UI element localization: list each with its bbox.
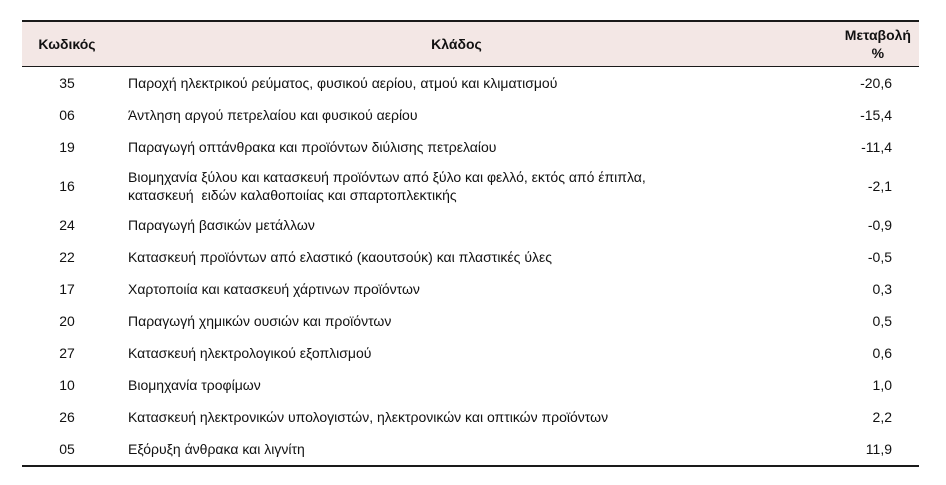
table-row <box>22 337 919 369</box>
row-sector: Παροχή ηλεκτρικού ρεύματος, φυσικού αερίου, ατμού και κλιματισμού <box>128 75 558 91</box>
table-row <box>22 369 919 401</box>
row-change: -15,4 <box>860 107 892 123</box>
table-row <box>22 163 919 209</box>
row-sector: Παραγωγή βασικών μετάλλων <box>128 217 315 233</box>
row-code: 16 <box>59 178 75 194</box>
table-body <box>22 67 919 467</box>
row-sector: Βιομηχανία τροφίμων <box>128 377 261 393</box>
header-sector: Κλάδος <box>112 21 801 67</box>
row-change: -2,1 <box>867 178 892 194</box>
row-code: 27 <box>59 345 75 361</box>
row-change: 1,0 <box>872 377 892 393</box>
row-code: 19 <box>59 139 75 155</box>
row-code: 26 <box>59 409 75 425</box>
table-row <box>22 99 919 131</box>
table-row <box>22 433 919 466</box>
table-row <box>22 67 919 100</box>
header-change <box>801 21 919 67</box>
row-sector-line2: κατασκευή ειδών καλαθοποιίας και σπαρτοπλεκτικής <box>128 187 457 203</box>
table-row <box>22 305 919 337</box>
header-change-line1: Μεταβολή <box>844 27 911 43</box>
row-change: -0,9 <box>867 217 892 233</box>
table-row <box>22 131 919 163</box>
row-code: 17 <box>59 281 75 297</box>
sector-change-table <box>22 20 919 467</box>
table-row <box>22 273 919 305</box>
row-code: 24 <box>59 217 75 233</box>
row-code: 22 <box>59 249 75 265</box>
row-sector: Κατασκευή ηλεκτρολογικού εξοπλισμού <box>128 345 372 361</box>
row-change: 0,6 <box>872 345 892 361</box>
row-change: 11,9 <box>801 433 919 466</box>
row-code: 10 <box>59 377 75 393</box>
table-row <box>22 241 919 273</box>
header-change-label <box>845 26 911 62</box>
row-code: 05 <box>22 433 112 466</box>
row-sector: Εξόρυξη άνθρακα και λιγνίτη <box>112 433 801 466</box>
row-change: 2,2 <box>872 409 892 425</box>
row-sector: Παραγωγή χημικών ουσιών και προϊόντων <box>128 313 392 329</box>
row-change: -20,6 <box>860 75 892 91</box>
row-code: 06 <box>59 107 75 123</box>
row-code: 35 <box>59 75 75 91</box>
table-header <box>22 21 919 67</box>
header-change-line2: % <box>871 45 885 61</box>
row-change: -11,4 <box>861 139 892 155</box>
row-sector: Παραγωγή οπτάνθρακα και προϊόντων διύλισης πετρελαίου <box>128 139 497 155</box>
header-code: Κωδικός <box>22 21 112 67</box>
row-code: 20 <box>59 313 75 329</box>
row-change: 0,5 <box>872 313 892 329</box>
sector-change-table-container <box>22 20 919 467</box>
row-change: -0,5 <box>867 249 892 265</box>
table-row <box>22 209 919 241</box>
row-change: 0,3 <box>872 281 892 297</box>
row-sector: Κατασκευή ηλεκτρονικών υπολογιστών, ηλεκτρονικών και οπτικών προϊόντων <box>128 409 609 425</box>
row-sector <box>112 163 801 209</box>
header-row <box>22 21 919 67</box>
row-sector: Κατασκευή προϊόντων από ελαστικό (καουτσούκ) και πλαστικές ύλες <box>128 249 552 265</box>
row-sector-line1: Βιομηχανία ξύλου και κατασκευή προϊόντων από ξύλο και φελλό, εκτός από έπιπλα, <box>128 169 646 185</box>
table-row <box>22 401 919 433</box>
row-sector: Χαρτοποιία και κατασκευή χάρτινων προϊόντων <box>128 281 420 297</box>
row-sector: Άντληση αργού πετρελαίου και φυσικού αερίου <box>128 107 418 123</box>
